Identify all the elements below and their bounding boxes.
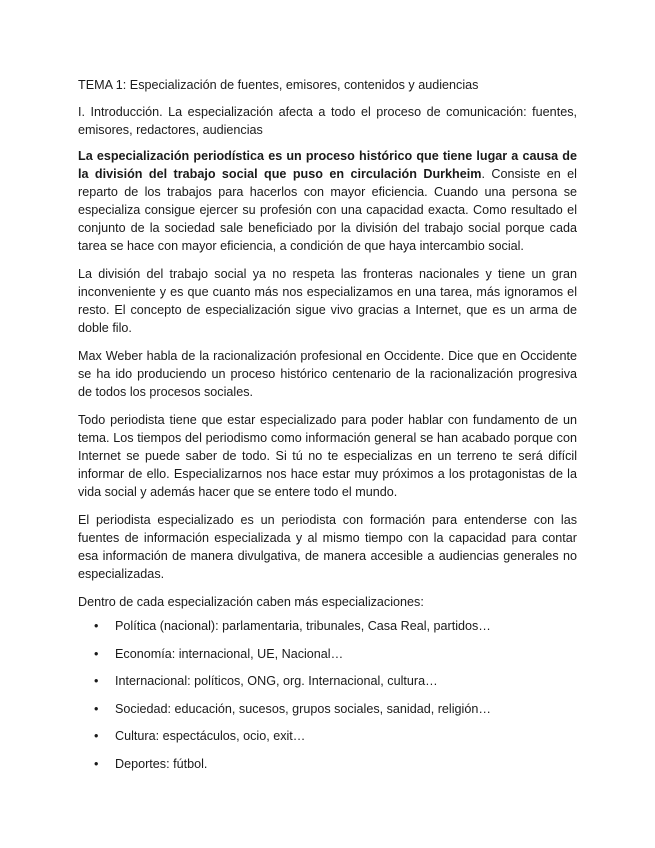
list-item	[78, 617, 577, 645]
paragraph-todo-periodista: Todo periodista tiene que estar especializado para poder hablar con fundamento de un tema. Los tiempos del periodismo como información general se han acabado porque con Internet se puede saber de todo. Si tú no te especializas en un terreno te será difícil informar de ello. Especializarnos nos hace estar muy próximos a los protagonistas de la vida social y además hacer que se entere todo el mundo.	[78, 413, 577, 499]
bullet-icon: •	[94, 756, 99, 771]
bullet-icon: •	[94, 674, 99, 688]
document-title: TEMA 1: Especialización de fuentes, emisores, contenidos y audiencias	[78, 78, 479, 92]
paragraph-periodista-especializado: El periodista especializado es un periodista con formación para entenderse con las fuentes de información especializada y al mismo tiempo con la capacidad para contar esa información de manera divulgativa, de manera accesible a audiencias generales no especializadas.	[78, 513, 577, 581]
list-item	[78, 727, 577, 755]
list-item-text: Deportes: fútbol.	[115, 756, 208, 771]
list-item-text: Cultura: espectáculos, ocio, exit…	[115, 729, 306, 743]
paragraph-dentro-especializacion: Dentro de cada especialización caben más especializaciones:	[78, 595, 424, 609]
bullet-icon: •	[94, 646, 99, 661]
bullet-icon: •	[94, 619, 99, 633]
bold-definition: La especialización periodística es un proceso histórico que tiene lugar a causa de la división del trabajo social que puso en circulación Durkheim	[78, 149, 577, 181]
bullet-icon: •	[94, 729, 99, 743]
paragraph-max-weber: Max Weber habla de la racionalización profesional en Occidente. Dice que en Occidente se ha ido produciendo un proceso histórico centenario de la racionalización progresiva de todos los procesos sociales.	[78, 349, 577, 399]
paragraph-fronteras: La división del trabajo social ya no respeta las fronteras nacionales y tiene un gran inconveniente y es que cuanto más nos especializamos en una tarea, más ignoramos el resto. El concepto de especialización sigue vivo gracias a Internet, que es un arma de doble filo.	[78, 267, 577, 335]
list-item-text: Economía: internacional, UE, Nacional…	[115, 646, 344, 661]
list-item	[78, 700, 577, 728]
list-item-text: Internacional: políticos, ONG, org. Internacional, cultura…	[115, 674, 438, 688]
list-item	[78, 645, 577, 673]
list-item-text: Sociedad: educación, sucesos, grupos sociales, sanidad, religión…	[115, 701, 491, 716]
list-item-text: Política (nacional): parlamentaria, tribunales, Casa Real, partidos…	[115, 619, 491, 633]
bullet-icon: •	[94, 701, 99, 716]
document-page	[78, 76, 577, 782]
intro-paragraph: I. Introducción. La especialización afecta a todo el proceso de comunicación: fuentes, emisores, redactores, audiencias	[78, 105, 577, 137]
list-item	[78, 755, 577, 783]
specializations-list	[78, 617, 577, 782]
list-item	[78, 672, 577, 700]
paragraph-division-trabajo	[78, 147, 577, 255]
paragraph-continuation: . Consiste en el reparto de los trabajos para hacerlos con mayor eficiencia. Cuando una persona se especializa consigue ejercer su profesión con una capacidad exacta. Como resultado el conjunto de la sociedad sale beneficiado por la división del trabajo social porque cada tarea se hace con mayor eficiencia, a condición de que haya intercambio social.	[78, 167, 577, 253]
